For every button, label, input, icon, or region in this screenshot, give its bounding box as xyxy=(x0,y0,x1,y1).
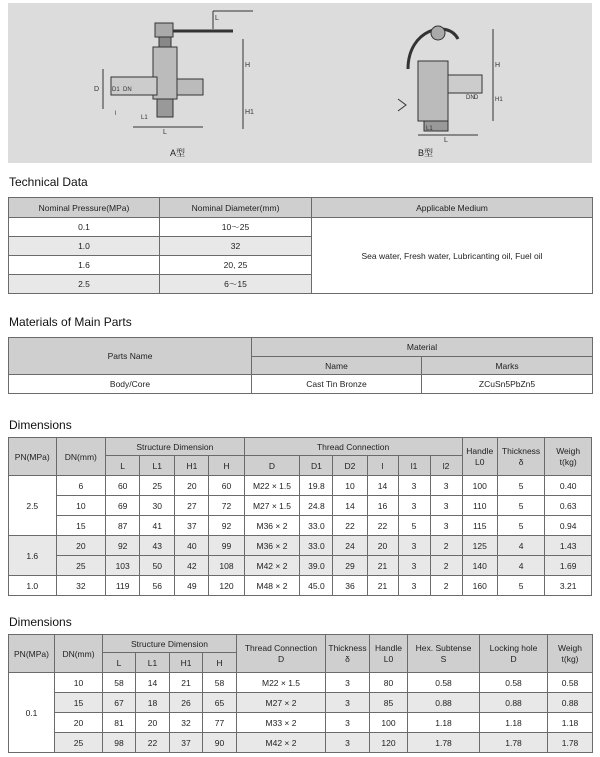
weight-label: Weigh xyxy=(556,445,581,456)
data-cell: 65 xyxy=(203,693,237,713)
handle-symbol: L0 xyxy=(383,653,394,664)
thickness-symbol: δ xyxy=(345,653,350,664)
data-cell: 50 xyxy=(140,556,175,576)
data-cell: 98 xyxy=(103,733,136,753)
diameter-cell: 6～15 xyxy=(160,275,312,294)
diameter-cell: 10～25 xyxy=(160,218,312,237)
data-cell: 60 xyxy=(209,476,244,496)
data-cell: 1.78 xyxy=(408,733,480,753)
data-cell: 10 xyxy=(333,476,367,496)
data-cell: 56 xyxy=(140,576,175,596)
data-cell: M27 × 1.5 xyxy=(244,496,300,516)
data-cell: M33 × 2 xyxy=(237,713,326,733)
svg-text:l: l xyxy=(115,111,117,117)
materials-title: Materials of Main Parts xyxy=(9,315,132,329)
valve-type-a-drawing xyxy=(93,9,273,149)
svg-text:H1: H1 xyxy=(245,109,254,116)
svg-text:DN: DN xyxy=(123,87,132,93)
svg-text:L: L xyxy=(444,137,448,144)
handle-symbol: L0 xyxy=(475,456,485,467)
data-cell: 81 xyxy=(103,713,136,733)
data-cell: 2 xyxy=(430,536,462,556)
data-cell: 4 xyxy=(497,556,545,576)
pressure-cell: 2.5 xyxy=(9,275,160,294)
header-handle xyxy=(370,635,408,673)
subheader-cell: l xyxy=(367,456,398,476)
data-cell: 120 xyxy=(209,576,244,596)
data-cell: 85 xyxy=(370,693,408,713)
subheader-cell: L xyxy=(103,653,136,673)
data-cell: 20 xyxy=(367,536,398,556)
figure-b-label: B型 xyxy=(418,148,434,158)
data-cell: 125 xyxy=(462,536,497,556)
data-cell: 0.58 xyxy=(408,673,480,693)
table-row xyxy=(9,476,592,496)
data-cell: 160 xyxy=(462,576,497,596)
data-cell: M48 × 2 xyxy=(244,576,300,596)
svg-text:D: D xyxy=(94,86,100,93)
header-structure-dimension: Structure Dimension xyxy=(106,438,244,456)
data-cell: 5 xyxy=(497,516,545,536)
data-cell: M22 × 1.5 xyxy=(237,673,326,693)
data-cell: 40 xyxy=(175,536,209,556)
data-cell: 49 xyxy=(175,576,209,596)
header-dn: DN(mm) xyxy=(55,635,103,673)
data-cell: 99 xyxy=(209,536,244,556)
header-weight xyxy=(545,438,592,476)
data-cell: 0.63 xyxy=(545,496,592,516)
svg-text:L: L xyxy=(163,129,167,136)
data-cell: 27 xyxy=(175,496,209,516)
data-cell: 120 xyxy=(370,733,408,753)
table-row xyxy=(9,673,593,693)
handle-label: Handle xyxy=(466,445,494,456)
svg-text:H: H xyxy=(245,62,251,69)
data-cell: 0.58 xyxy=(480,673,548,693)
weight-label: Weigh xyxy=(558,642,582,653)
data-cell: 1.78 xyxy=(480,733,548,753)
header-nominal-diameter: Nominal Diameter(mm) xyxy=(160,198,312,218)
data-cell: 58 xyxy=(203,673,237,693)
svg-text:H1: H1 xyxy=(495,97,503,103)
data-cell: 3 xyxy=(398,556,430,576)
data-cell: 20 xyxy=(136,713,170,733)
thickness-symbol: δ xyxy=(518,456,524,467)
diameter-cell: 32 xyxy=(160,237,312,256)
data-cell: 30 xyxy=(140,496,175,516)
data-cell: 14 xyxy=(136,673,170,693)
data-cell: 58 xyxy=(103,673,136,693)
data-cell: 140 xyxy=(462,556,497,576)
data-cell: 19.8 xyxy=(300,476,333,496)
data-cell: M22 × 1.5 xyxy=(244,476,300,496)
header-thickness xyxy=(326,635,370,673)
data-cell: 10 xyxy=(56,496,106,516)
data-cell: 3 xyxy=(430,516,462,536)
data-cell: 80 xyxy=(370,673,408,693)
data-cell: 72 xyxy=(209,496,244,516)
data-cell: 110 xyxy=(462,496,497,516)
data-cell: 3 xyxy=(326,713,370,733)
header-applicable-medium: Applicable Medium xyxy=(312,198,593,218)
data-cell: 1.69 xyxy=(545,556,592,576)
part-name-cell: Body/Core xyxy=(9,375,252,394)
data-cell: 3.21 xyxy=(545,576,592,596)
data-cell: M42 × 2 xyxy=(237,733,326,753)
data-cell: 1.78 xyxy=(548,733,593,753)
data-cell: 92 xyxy=(209,516,244,536)
header-material: Material xyxy=(252,338,593,357)
table-row xyxy=(9,496,592,516)
data-cell: 5 xyxy=(497,496,545,516)
data-cell: 15 xyxy=(55,693,103,713)
data-cell: 1.43 xyxy=(545,536,592,556)
data-cell: 22 xyxy=(333,516,367,536)
data-cell: 3 xyxy=(326,673,370,693)
data-cell: 0.40 xyxy=(545,476,592,496)
thread-label: Thread Connection xyxy=(244,642,318,653)
subheader-cell: L1 xyxy=(136,653,170,673)
data-cell: 0.88 xyxy=(408,693,480,713)
data-cell: 25 xyxy=(56,556,106,576)
data-cell: 3 xyxy=(398,576,430,596)
medium-cell: Sea water, Fresh water, Lubricanting oil, Fuel oil xyxy=(312,218,593,294)
table-row xyxy=(9,516,592,536)
table-row xyxy=(9,536,592,556)
lock-label: Locking hole xyxy=(489,642,538,653)
data-cell: M42 × 2 xyxy=(244,556,300,576)
data-cell: 36 xyxy=(333,576,367,596)
data-cell: 21 xyxy=(170,673,203,693)
data-cell: 3 xyxy=(430,496,462,516)
header-dn: DN(mm) xyxy=(56,438,106,476)
data-cell: 115 xyxy=(462,516,497,536)
material-name-cell: Cast Tin Bronze xyxy=(252,375,422,394)
data-cell: 3 xyxy=(398,496,430,516)
data-cell: 2 xyxy=(430,556,462,576)
data-cell: 1.18 xyxy=(408,713,480,733)
svg-text:L: L xyxy=(215,15,219,22)
pressure-cell: 0.1 xyxy=(9,218,160,237)
subheader-cell: H xyxy=(209,456,244,476)
subheader-cell: H xyxy=(203,653,237,673)
svg-text:L1: L1 xyxy=(426,126,433,132)
data-cell: 39.0 xyxy=(300,556,333,576)
data-cell: 3 xyxy=(398,476,430,496)
subheader-cell: H1 xyxy=(170,653,203,673)
data-cell: 21 xyxy=(367,556,398,576)
data-cell: 10 xyxy=(55,673,103,693)
data-cell: 41 xyxy=(140,516,175,536)
thickness-label: Thickness xyxy=(328,642,367,653)
subheader-cell: L xyxy=(106,456,140,476)
svg-text:DN: DN xyxy=(466,95,475,101)
data-cell: 92 xyxy=(106,536,140,556)
data-cell: 14 xyxy=(333,496,367,516)
data-cell: 100 xyxy=(462,476,497,496)
data-cell: 77 xyxy=(203,713,237,733)
data-cell: 87 xyxy=(106,516,140,536)
table-row xyxy=(9,733,593,753)
data-cell: 67 xyxy=(103,693,136,713)
data-cell: 43 xyxy=(140,536,175,556)
data-cell: 6 xyxy=(56,476,106,496)
data-cell: M36 × 2 xyxy=(244,536,300,556)
table-row xyxy=(9,556,592,576)
table-row xyxy=(9,693,593,713)
data-cell: 2 xyxy=(430,576,462,596)
data-cell: 0.88 xyxy=(548,693,593,713)
data-cell: 4 xyxy=(497,536,545,556)
table-row xyxy=(9,713,593,733)
header-structure-dimension: Structure Dimension xyxy=(103,635,237,653)
thread-symbol: D xyxy=(277,653,285,664)
pn-cell: 1.0 xyxy=(9,576,57,596)
data-cell: 20 xyxy=(56,536,106,556)
hex-label: Hex. Subtense xyxy=(415,642,472,653)
dimensions-title-2: Dimensions xyxy=(9,615,72,629)
data-cell: 42 xyxy=(175,556,209,576)
handle-label: Handle xyxy=(375,642,402,653)
data-cell: 1.18 xyxy=(548,713,593,733)
weight-unit: t(kg) xyxy=(559,456,577,467)
valve-drawings-panel xyxy=(8,3,592,163)
data-cell: 60 xyxy=(106,476,140,496)
subheader-cell: D xyxy=(244,456,300,476)
thickness-label: Thickness xyxy=(501,445,541,456)
data-cell: 90 xyxy=(203,733,237,753)
data-cell: 0.94 xyxy=(545,516,592,536)
data-cell: 18 xyxy=(136,693,170,713)
subheader-cell: L1 xyxy=(140,456,175,476)
technical-data-title: Technical Data xyxy=(9,175,88,189)
data-cell: 24.8 xyxy=(300,496,333,516)
data-cell: 33.0 xyxy=(300,516,333,536)
data-cell: 119 xyxy=(106,576,140,596)
dimensions-table-2 xyxy=(8,634,593,753)
figure-a-label: A型 xyxy=(170,148,186,158)
data-cell: 22 xyxy=(136,733,170,753)
data-cell: 15 xyxy=(56,516,106,536)
lock-symbol: D xyxy=(510,653,517,664)
data-cell: 3 xyxy=(326,693,370,713)
header-locking-hole xyxy=(480,635,548,673)
pressure-cell: 1.6 xyxy=(9,256,160,275)
data-cell: 16 xyxy=(367,496,398,516)
data-cell: 24 xyxy=(333,536,367,556)
data-cell: 3 xyxy=(398,536,430,556)
subheader-cell: H1 xyxy=(175,456,209,476)
svg-text:D1: D1 xyxy=(112,87,120,93)
valve-type-b-drawing xyxy=(378,9,508,149)
data-cell: 1.18 xyxy=(480,713,548,733)
svg-text:D: D xyxy=(474,95,479,101)
data-cell: 69 xyxy=(106,496,140,516)
header-pn: PN(MPa) xyxy=(9,438,57,476)
header-parts-name: Parts Name xyxy=(9,338,252,375)
diameter-cell: 20, 25 xyxy=(160,256,312,275)
pressure-cell: 1.0 xyxy=(9,237,160,256)
data-cell: 21 xyxy=(367,576,398,596)
header-thickness xyxy=(497,438,545,476)
technical-data-table xyxy=(8,197,593,294)
weight-unit: t(kg) xyxy=(561,653,579,664)
header-thread-connection xyxy=(237,635,326,673)
subheader-cell: D2 xyxy=(333,456,367,476)
data-cell: 32 xyxy=(56,576,106,596)
subheader-cell: l1 xyxy=(398,456,430,476)
data-cell: M27 × 2 xyxy=(237,693,326,713)
header-weight xyxy=(548,635,593,673)
material-marks-cell: ZCuSn5PbZn5 xyxy=(422,375,593,394)
data-cell: 5 xyxy=(497,576,545,596)
svg-text:L1: L1 xyxy=(141,115,148,121)
data-cell: 3 xyxy=(326,733,370,753)
data-cell: 37 xyxy=(170,733,203,753)
data-cell: 37 xyxy=(175,516,209,536)
hex-symbol: S xyxy=(440,653,447,664)
materials-table xyxy=(8,337,593,394)
data-cell: 45.0 xyxy=(300,576,333,596)
header-hex-subtense xyxy=(408,635,480,673)
data-cell: 26 xyxy=(170,693,203,713)
svg-text:H: H xyxy=(495,62,501,69)
data-cell: 29 xyxy=(333,556,367,576)
data-cell: 22 xyxy=(367,516,398,536)
subheader-cell: l2 xyxy=(430,456,462,476)
data-cell: 20 xyxy=(175,476,209,496)
header-nominal-pressure: Nominal Pressure(MPa) xyxy=(9,198,160,218)
data-cell: 103 xyxy=(106,556,140,576)
pn-cell: 1.6 xyxy=(9,536,57,576)
data-cell: 100 xyxy=(370,713,408,733)
data-cell: 33.0 xyxy=(300,536,333,556)
pn-cell: 0.1 xyxy=(9,673,55,753)
dimensions-title-1: Dimensions xyxy=(9,418,72,432)
subheader-cell: D1 xyxy=(300,456,333,476)
data-cell: 14 xyxy=(367,476,398,496)
dimensions-table-1 xyxy=(8,437,592,596)
header-handle xyxy=(462,438,497,476)
data-cell: 0.58 xyxy=(548,673,593,693)
header-thread-connection: Thread Connection xyxy=(244,438,462,456)
data-cell: 0.88 xyxy=(480,693,548,713)
pn-cell: 2.5 xyxy=(9,476,57,536)
data-cell: 25 xyxy=(55,733,103,753)
header-material-name: Name xyxy=(252,357,422,375)
data-cell: M36 × 2 xyxy=(244,516,300,536)
table-row xyxy=(9,576,592,596)
data-cell: 3 xyxy=(430,476,462,496)
data-cell: 32 xyxy=(170,713,203,733)
data-cell: 108 xyxy=(209,556,244,576)
data-cell: 5 xyxy=(398,516,430,536)
data-cell: 25 xyxy=(140,476,175,496)
header-material-marks: Marks xyxy=(422,357,593,375)
data-cell: 20 xyxy=(55,713,103,733)
header-pn: PN(MPa) xyxy=(9,635,55,673)
data-cell: 5 xyxy=(497,476,545,496)
